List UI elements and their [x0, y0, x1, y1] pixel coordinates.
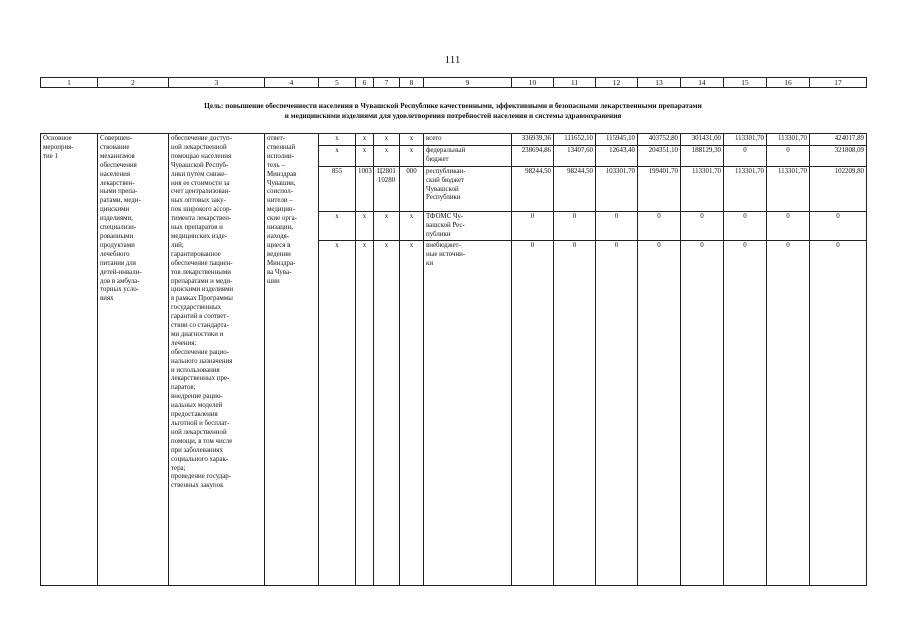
budget-code-c8: x	[400, 241, 424, 586]
amount-cell: 238694,86	[512, 145, 554, 166]
budget-code-c8: x	[400, 211, 424, 241]
header-col-1: 1	[41, 78, 98, 88]
amount-cell: 115945,10	[596, 134, 638, 146]
budget-code-c7: x	[374, 211, 400, 241]
funding-source: федеральный бюджет	[424, 145, 512, 166]
amount-cell: 0	[681, 241, 724, 586]
budget-code-c6: x	[356, 241, 374, 586]
amount-cell: 98244,50	[512, 166, 554, 211]
budget-code-c7: x	[374, 145, 400, 166]
amount-cell: 113301,70	[681, 166, 724, 211]
amount-cell: 0	[767, 241, 810, 586]
page-number: 111	[444, 54, 461, 66]
funding-source: республикан- ский бюджет Чувашской Республики	[424, 166, 512, 211]
amount-cell: 113301,70	[724, 134, 767, 146]
goal-line-1: Цель: повышение обеспеченности населения в Чувашской Республике качественными, эффективными и безопасными лекарственными препаратами	[204, 101, 702, 110]
amount-cell: 321808,09	[810, 145, 867, 166]
amount-cell: 0	[596, 241, 638, 586]
funding-source: внебюджет- ные источни- ки	[424, 241, 512, 586]
header-col-12: 12	[596, 78, 638, 88]
amount-cell: 424017,89	[810, 134, 867, 146]
amount-cell: 103301,70	[596, 166, 638, 211]
amount-cell: 13407,60	[554, 145, 596, 166]
budget-code-c8: 000	[400, 166, 424, 211]
header-col-6: 6	[356, 78, 374, 88]
program-table	[40, 133, 867, 586]
amount-cell: 102209,80	[810, 166, 867, 211]
budget-code-c6: x	[356, 211, 374, 241]
amount-cell: 188129,30	[681, 145, 724, 166]
header-row	[41, 78, 867, 88]
budget-code-c7: x	[374, 241, 400, 586]
amount-cell: 0	[724, 241, 767, 586]
amount-cell: 0	[724, 211, 767, 241]
amount-cell: 0	[554, 211, 596, 241]
header-col-15: 15	[724, 78, 767, 88]
header-col-13: 13	[638, 78, 681, 88]
header-col-14: 14	[681, 78, 724, 88]
amount-cell: 0	[638, 211, 681, 241]
budget-code-c6: x	[356, 134, 374, 146]
goal-heading	[40, 101, 866, 121]
amount-cell: 301431,00	[681, 134, 724, 146]
amount-cell: 0	[767, 211, 810, 241]
amount-cell: 111652,10	[554, 134, 596, 146]
budget-code-c5: x	[319, 134, 356, 146]
responsible-executor: ответ- ственный исполни- тель – Минздрав Чувашии, соиспол- нители – медицин- ские орга- низации, находя- щиеся в ведении Минздра- ва Чува- шии	[265, 134, 319, 586]
header-col-11: 11	[554, 78, 596, 88]
amount-cell: 0	[596, 211, 638, 241]
funding-source: всего	[424, 134, 512, 146]
header-col-9: 9	[424, 78, 512, 88]
amount-cell: 0	[512, 241, 554, 586]
amount-cell: 113301,70	[724, 166, 767, 211]
header-col-10: 10	[512, 78, 554, 88]
measure-description: обеспечение доступ- ной лекарственной помощью населения Чувашской Респуб- лики путем сниже- ния ее стоимости за счет централизован- ных оптовых заку- пок широкого ассор- тимента лекарствен- ных препаратов и медицинских изде- лий; гарантированное обеспечение пациен- тов лекарственными препаратами и меди- цинскими изделиями в рамках Программы государственных гарантий в соответ- ствии со стандарта- ми диагностики и лечения; обеспечение рацио- нального назначения и использования лекарственных пре- паратов; внедрение рацио- нальных моделей предоставления льготной и бесплат- ной лекарственной помощи, в том числе при заболеваниях социального харак- тера; проведение государ- ственных закупок	[169, 134, 265, 586]
budget-code-c5: x	[319, 211, 356, 241]
budget-code-c6: 1003	[356, 166, 374, 211]
amount-cell: 12643,40	[596, 145, 638, 166]
header-col-17: 17	[810, 78, 867, 88]
header-col-16: 16	[767, 78, 810, 88]
table-row	[41, 134, 867, 146]
main-measure-label: Основное мероприя- тие 1	[41, 134, 98, 586]
amount-cell: 0	[681, 211, 724, 241]
budget-code-c8: x	[400, 145, 424, 166]
amount-cell: 113301,70	[767, 134, 810, 146]
column-number-header	[40, 77, 867, 88]
budget-code-c5: 855	[319, 166, 356, 211]
budget-code-c8: x	[400, 134, 424, 146]
amount-cell: 98244,50	[554, 166, 596, 211]
funding-source: ТФОМС Чу- вашской Рес- публики	[424, 211, 512, 241]
amount-cell: 204351,10	[638, 145, 681, 166]
amount-cell: 0	[767, 145, 810, 166]
amount-cell: 0	[724, 145, 767, 166]
amount-cell: 0	[554, 241, 596, 586]
budget-code-c6: x	[356, 145, 374, 166]
goal-line-2: и медицинскими изделиями для удовлетворения потребностей населения и системы здравоохранения	[284, 111, 622, 120]
amount-cell: 403752,80	[638, 134, 681, 146]
budget-code-c5: x	[319, 241, 356, 586]
header-col-2: 2	[98, 78, 169, 88]
amount-cell: 199401,70	[638, 166, 681, 211]
measure-title: Совершен- ствование механизмов обеспечения населения лекарствен- ными препа- ратами, меди- цинскими изделиями, специализи- рованными продуктами лечебного питания для детей-инвали- дов в амбула- торных усло- виях	[98, 134, 169, 586]
amount-cell: 0	[810, 241, 867, 586]
header-col-5: 5	[319, 78, 356, 88]
amount-cell: 0	[512, 211, 554, 241]
header-col-8: 8	[400, 78, 424, 88]
budget-code-c7: x	[374, 134, 400, 146]
amount-cell: 0	[810, 211, 867, 241]
header-col-4: 4	[265, 78, 319, 88]
header-col-3: 3	[169, 78, 265, 88]
amount-cell: 113301,70	[767, 166, 810, 211]
budget-code-c7: Ц2801 10280	[374, 166, 400, 211]
header-col-7: 7	[374, 78, 400, 88]
amount-cell: 0	[638, 241, 681, 586]
budget-code-c5: x	[319, 145, 356, 166]
amount-cell: 336939,36	[512, 134, 554, 146]
